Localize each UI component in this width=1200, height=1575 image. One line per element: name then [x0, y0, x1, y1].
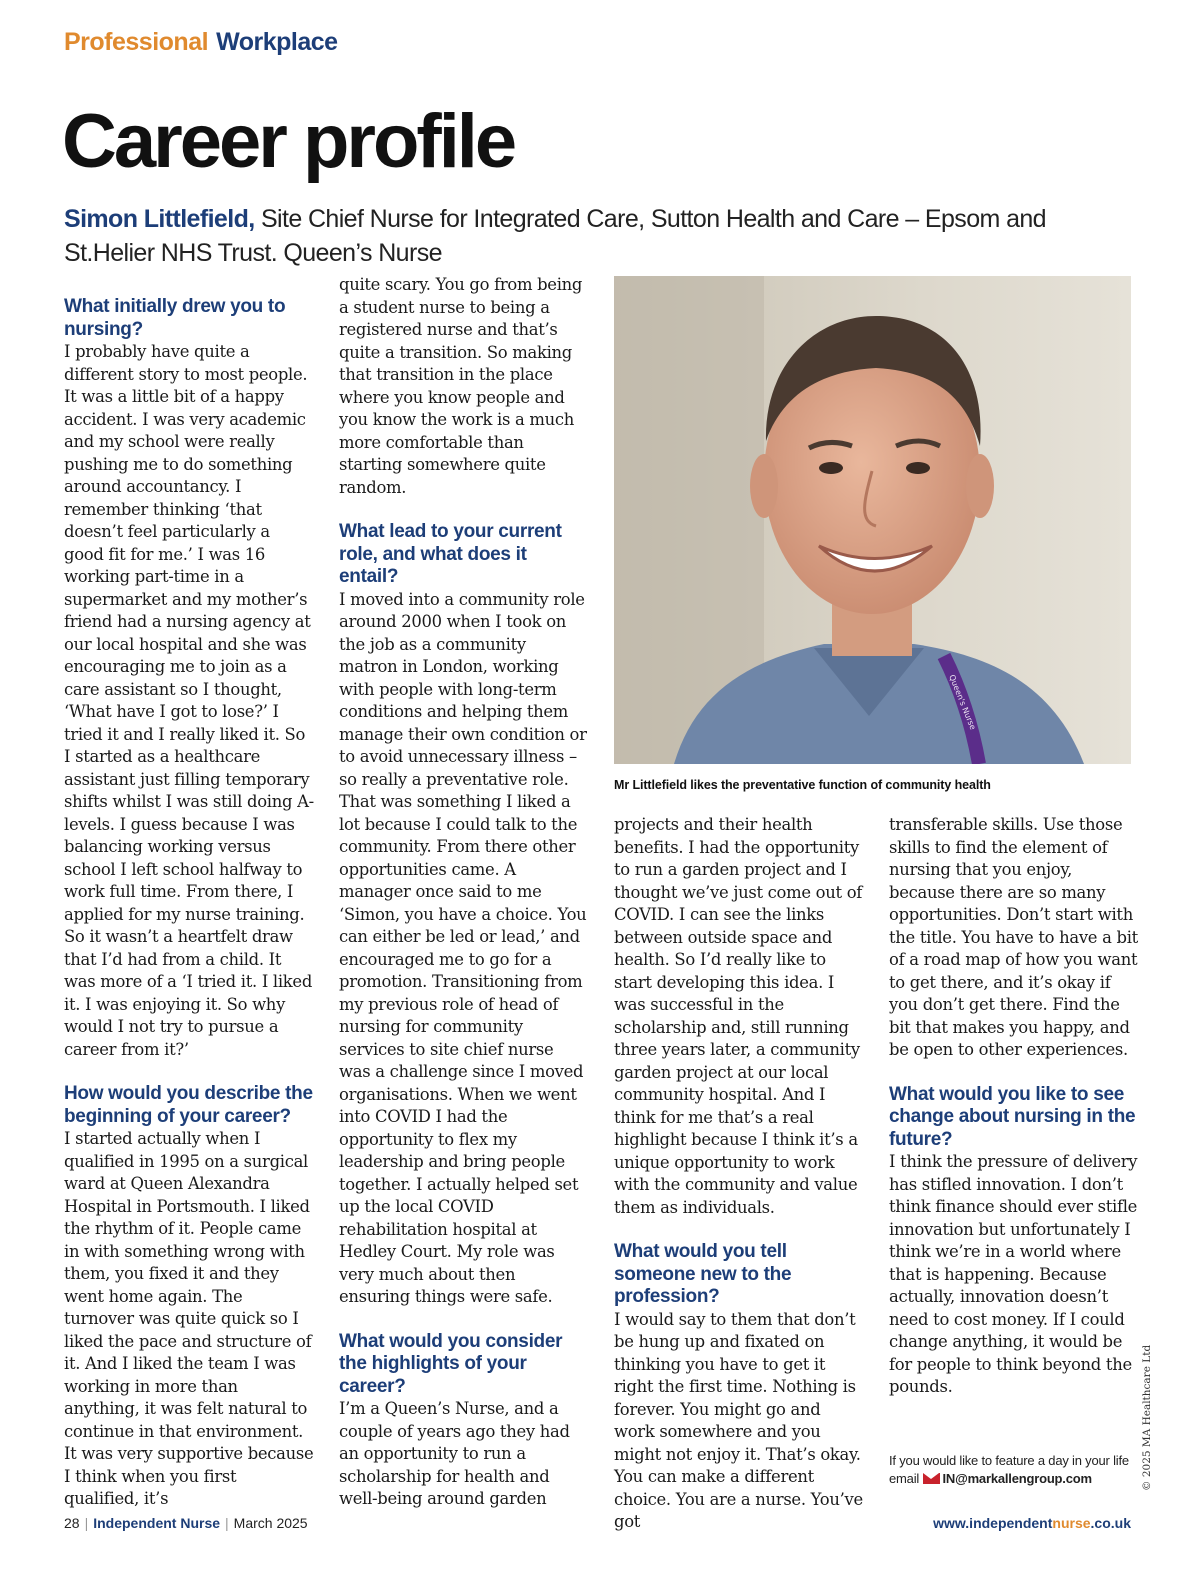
footer-website-link[interactable] [933, 1515, 1131, 1531]
answer-paragraph: transferable skills. Use those skills to find the element of nursing that you enjoy, because there are so many opportunities. Don’t start with the title. You have to have a bit of a road map of how you want to get there, and it’s okay if you don’t get there. Find the bit that makes you happy, and be open to other experiences. [889, 815, 1138, 1059]
article-column-2 [339, 274, 589, 1511]
portrait-photo [614, 276, 1131, 764]
section-tag [64, 28, 338, 57]
feature-note [889, 1452, 1129, 1488]
question-heading: What would you like to see change about nursing in the future? [889, 1083, 1136, 1150]
url-part: nurse [1052, 1515, 1091, 1531]
article-column-1 [64, 296, 314, 1511]
question-heading: What initially drew you to nursing? [64, 296, 286, 340]
section-label-professional: Professional [64, 28, 209, 56]
question-heading: What would you consider the highlights of your career? [339, 1330, 563, 1397]
answer-paragraph: I’m a Queen’s Nurse, and a couple of years ago they had an opportunity to run a scholarship for health and well-being around garden [339, 1399, 570, 1508]
section-label-workplace: Workplace [216, 28, 338, 56]
answer-paragraph: I would say to them that don’t be hung up and fixated on thinking you have to get it right the first time. Nothing is forever. You might go and work somewhere and you might not enjoy it. That’s okay. You can make a different choice. You are a nurse. You’ve got [614, 1309, 863, 1531]
feature-note-text: If you would like to feature a day in your life [889, 1453, 1129, 1468]
page-title: Career profile [62, 99, 515, 184]
photo-caption: Mr Littlefield likes the preventative function of community health [614, 778, 991, 792]
question-heading: How would you describe the beginning of your career? [64, 1083, 313, 1127]
answer-paragraph: I probably have quite a different story to most people. It was a little bit of a happy accident. I was very academic and my school were really pushing me to do something around accountancy. I remember thinking ‘that doesn’t feel particularly a good fit for me.’ I was 16 working part-time in a supermarket and my mother’s friend had a nursing agency at our local hospital and she was encouraging me to join as a care assistant so I thought, ‘What have I got to lose?’ I tried it and I really liked it. So I started as a healthcare assistant just filling temporary shifts whilst I was still doing A-levels. I guess because I was balancing working versus school I left school halfway to work full time. From there, I applied for my nurse training. So it wasn’t a heartfelt draw that I’d had from a child. It was more of a ‘I tried it. I liked it. I was enjoying it. So why would I not try to pursue a career from it?’ [64, 342, 314, 1059]
contact-email-link[interactable]: IN@markallengroup.com [942, 1471, 1092, 1486]
article-column-4 [889, 814, 1139, 1399]
answer-paragraph: projects and their health benefits. I had the opportunity to run a garden project and I thought we’ve just come out of COVID. I can see the links between outside space and health. So I’d really like to start developing this idea. I was successful in the scholarship and, still running three years later, a community garden project at our local community hospital. And I think for me that’s a real highlight because I think it’s a unique opportunity to work with the community and value them as individuals. [614, 815, 863, 1217]
issue-date: March 2025 [233, 1515, 308, 1531]
question-heading: What would you tell someone new to the profession? [614, 1241, 792, 1307]
lanyard-text: Queen's Nurse [947, 673, 978, 732]
url-part: .co.uk [1090, 1515, 1131, 1531]
answer-paragraph: I moved into a community role around 2000 when I took on the job as a community matron in London, working with people with long-term conditions and helping them manage their own condition or to avoid unnecessary illness – so really a preventative role. That was something I liked a lot because I could talk to the community. From there other opportunities came. A manager once said to me ‘Simon, you have a choice. You can either be led or lead,’ and encouraged me to go for a promotion. Transitioning from my previous role of head of nursing for community services to site chief nurse was a challenge since I moved organisations. When we went into COVID I had the opportunity to flex my leadership and bring people together. I actually helped set up the local COVID rehabilitation hospital at Hedley Court. My role was very much about then ensuring things were safe. [339, 589, 587, 1306]
article-column-3 [614, 814, 864, 1534]
footer-publication: 28 | Independent Nurse | March 2025 [64, 1515, 308, 1531]
envelope-icon [923, 1473, 940, 1484]
answer-paragraph: I started actually when I qualified in 1995 on a surgical ward at Queen Alexandra Hospital in Portsmouth. I liked the rhythm of it. People came in with something wrong with them, you fixed it and they went home again. The turnover was quite quick so I liked the pace and structure of it. And I liked the team I was working in more than anything, it was felt natural to continue in that environment. It was very supportive because I think when you first qualified, it’s [64, 1129, 314, 1508]
answer-paragraph: quite scary. You go from being a student nurse to being a registered nurse and that’s quite a transition. So making that transition in the place where you know people and you know the work is a much more comfortable than starting somewhere quite random. [339, 275, 583, 497]
byline-role: Site Chief Nurse for Integrated Care, Sutton Health and Care – Epsom and St.Helier NHS Trust. Queen’s Nurse [64, 205, 1046, 267]
page-number: 28 [64, 1515, 80, 1531]
question-heading: What lead to your current role, and what does it entail? [339, 521, 562, 587]
answer-paragraph: I think the pressure of delivery has stifled innovation. I don’t think finance should ever stifle innovation but unfortunately I think we’re in a world where that is happening. Because actually, innovation doesn’t need to cost money. If I could change anything, it would be for people to think beyond the pounds. [889, 1152, 1138, 1396]
portrait-illustration [614, 276, 1131, 764]
byline-name: Simon Littlefield, [64, 205, 255, 233]
copyright-notice: © 2025 MA Healthcare Ltd [1141, 1344, 1153, 1491]
magazine-name: Independent Nurse [93, 1515, 221, 1531]
email-prefix: email [889, 1471, 920, 1486]
byline [64, 202, 1124, 270]
url-part: www.independent [933, 1515, 1053, 1531]
